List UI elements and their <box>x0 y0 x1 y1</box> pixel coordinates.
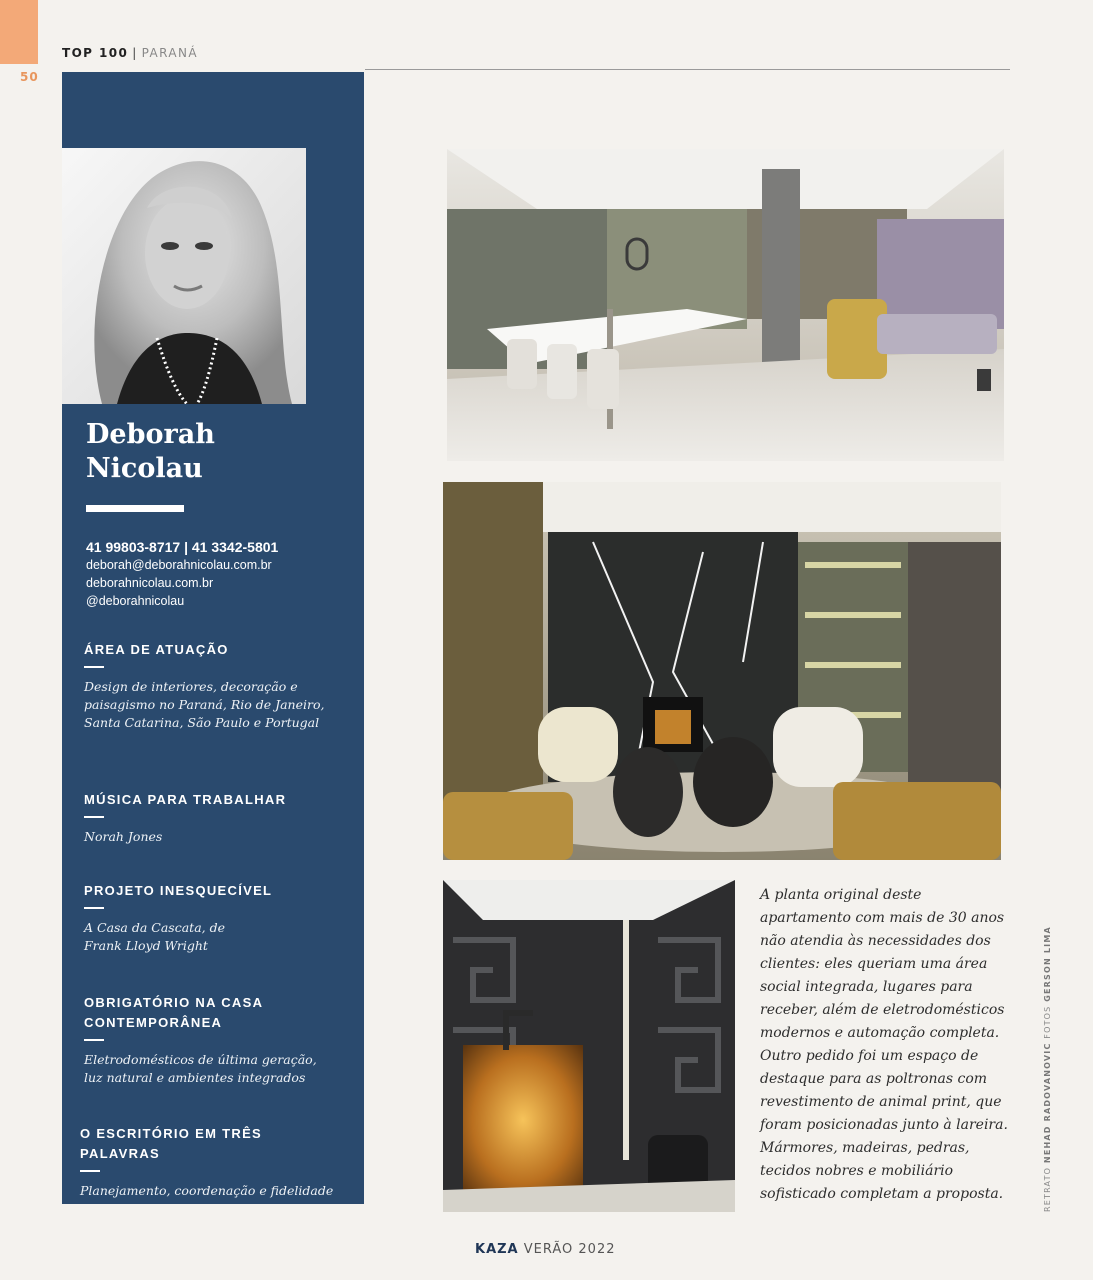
section-title: MÚSICA PARA TRABALHAR <box>84 792 287 807</box>
section-body: Norah Jones <box>84 829 163 844</box>
section-body: Eletrodomésticos de última geração, luz natural e ambientes integrados <box>84 1052 317 1085</box>
header-section: TOP 100 <box>62 46 129 60</box>
section-rule <box>84 666 104 668</box>
section-area-atuacao <box>84 640 344 732</box>
magazine-edition: VERÃO 2022 <box>523 1242 616 1257</box>
section-body: Design de interiores, decoração e paisagismo no Paraná, Rio de Janeiro, Santa Catarina, São Paulo e Portugal <box>84 679 325 730</box>
section-obrigatorio <box>84 993 344 1087</box>
dining-room-photo <box>447 149 1004 461</box>
magazine-footer <box>475 1242 616 1257</box>
section-title: O ESCRITÓRIO EM TRÊS PALAVRAS <box>80 1126 263 1161</box>
section-projeto <box>84 881 344 955</box>
section-header <box>62 46 198 60</box>
name-underline <box>86 505 184 512</box>
fireplace-lounge-photo <box>443 482 1001 860</box>
section-title: OBRIGATÓRIO NA CASA CONTEMPORÂNEA <box>84 995 263 1030</box>
section-title: PROJETO INESQUECÍVEL <box>84 883 273 898</box>
credit-name-portrait: NEHAD RADOVANOVIC <box>1043 1042 1052 1164</box>
magazine-name: KAZA <box>475 1242 519 1257</box>
section-title: ÁREA DE ATUAÇÃO <box>84 642 229 657</box>
header-rule <box>365 69 1010 70</box>
section-escritorio <box>80 1124 340 1200</box>
page-tab-accent <box>0 0 38 64</box>
contact-block <box>86 538 278 610</box>
section-rule <box>84 816 104 818</box>
email-address[interactable]: deborah@deborahnicolau.com.br <box>86 558 272 572</box>
section-rule <box>84 1039 104 1041</box>
credit-label-portrait: RETRATO <box>1043 1166 1052 1212</box>
instagram-handle[interactable]: @deborahnicolau <box>86 594 185 608</box>
portrait-photo <box>62 148 306 404</box>
header-separator: | <box>132 46 138 60</box>
photo-credit <box>1043 926 1052 1212</box>
website-link[interactable]: deborahnicolau.com.br <box>86 576 214 590</box>
section-rule <box>80 1170 100 1172</box>
name-line-2: Nicolau <box>86 453 203 484</box>
name-line-1: Deborah <box>86 419 215 450</box>
section-body: A Casa da Cascata, de Frank Lloyd Wright <box>84 920 225 953</box>
section-rule <box>84 907 104 909</box>
article-body: A planta original deste apartamento com mais de 30 anos não atendia às necessidades dos clientes: eles queriam uma área social integrada, lugares para receber, além de eletrodomésticos modernos e automação completa. Outro pedido foi um espaço de destaque para as poltronas com revestimento de animal print, que foram posicionadas junto à lareira. Mármores, madeiras, pedras, tecidos nobres e mobiliário sofisticado completam a proposta. <box>760 887 1008 1202</box>
designer-name <box>86 418 215 486</box>
section-body: Planejamento, coordenação e fidelidade <box>80 1183 334 1198</box>
section-musica <box>84 790 344 846</box>
credit-label-photos: FOTOS <box>1043 1005 1052 1039</box>
credit-name-photos: GERSON LIMA <box>1043 926 1052 1002</box>
phone-numbers: 41 99803-8717 | 41 3342-5801 <box>86 539 279 555</box>
header-region: PARANÁ <box>141 46 198 60</box>
profile-panel <box>62 72 364 1204</box>
page-number: 50 <box>20 70 39 84</box>
powder-room-photo <box>443 880 735 1212</box>
